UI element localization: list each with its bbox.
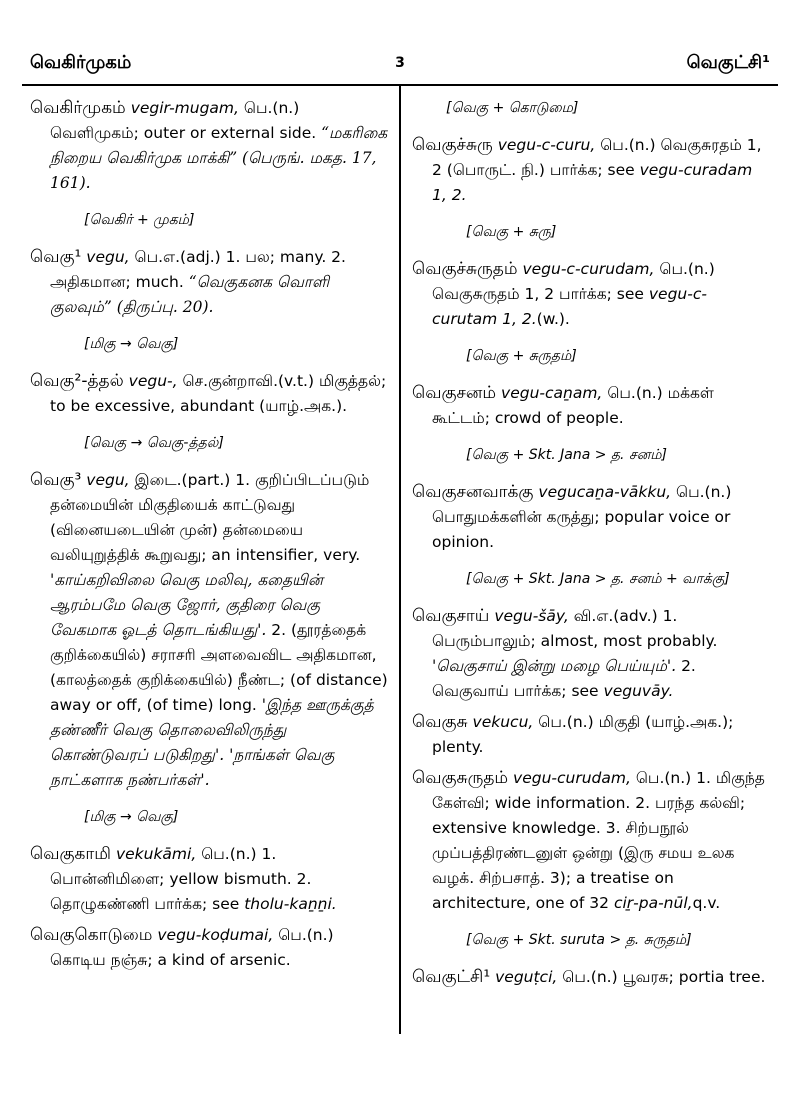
transliteration: vegu, xyxy=(86,248,130,266)
transliteration: vegucaṉa-vākku, xyxy=(538,483,672,501)
cross-reference: tholu-kaṉṉi. xyxy=(244,895,337,913)
transliteration: vekucu, xyxy=(472,713,534,731)
citation: “வெகுகனக வொளி குலவும்” (திருப்பு. 20). xyxy=(50,273,330,316)
right-column xyxy=(412,96,770,990)
transliteration: vegu-šāy, xyxy=(494,607,569,625)
etymology: [வெகு → வெகு-த்தல்] xyxy=(84,435,224,451)
headword: வெகு¹ xyxy=(30,247,82,267)
definition: 1. பல; many. 2. அதிகமான; much. xyxy=(50,248,346,291)
dictionary-entry xyxy=(412,133,770,245)
part-of-speech: பெ.(n.) xyxy=(676,483,732,501)
definition-sense-2: 2. (தூரத்தைக் குறிக்கையில்) சராசரி அளவைவிட அதிகமான, (காலத்தைக் குறிக்கையில்) நீண்ட; (of distance) away or off, (of time) long. xyxy=(50,621,388,714)
definition: 1. பெரும்பாலும்; almost, most probably. xyxy=(432,607,718,650)
headword: வெகுகொடுமை xyxy=(30,925,153,945)
part-of-speech: பெ.(n.) xyxy=(201,845,257,863)
part-of-speech: பெ.(n.) xyxy=(243,99,300,117)
etymology: [மிகு → வெகு] xyxy=(84,336,179,352)
citation: 'வெகுசாய் இன்று மழை பெய்யும்'. xyxy=(432,657,677,675)
etymology: [வெகு + Skt. Jana > த. சனம்] xyxy=(466,447,667,463)
column-divider xyxy=(399,84,401,1034)
part-of-speech: பெ.(n.) xyxy=(562,968,618,986)
transliteration: vegu-koḍumai, xyxy=(157,926,274,944)
header-left-guideword: வெகிர்முகம் xyxy=(30,52,132,73)
definition: வெகுசுரதம் 1, 2 (பொருட். நி.) பார்க்க; see xyxy=(432,136,762,179)
part-of-speech: வி.எ.(adv.) xyxy=(573,607,658,625)
part-of-speech: பெ.(n.) xyxy=(600,136,656,154)
headword: வெகுசுருதம் xyxy=(412,768,509,788)
dictionary-entry xyxy=(30,245,388,357)
dictionary-entry xyxy=(412,381,770,468)
definition: வெளிமுகம்; outer or external side. xyxy=(50,124,317,142)
definition: மிகுதி (யாழ்.அக.); plenty. xyxy=(432,713,734,756)
etymology: [வெகு + கொடுமை] xyxy=(446,100,579,116)
header-right-guideword: வெகுட்சி¹ xyxy=(686,52,770,73)
etymology: [வெகு + சுருதம்] xyxy=(466,348,577,364)
part-of-speech: செ.குன்றாவி.(v.t.) xyxy=(182,372,314,390)
part-of-speech: இடை.(part.) xyxy=(134,471,231,489)
transliteration: vegir-mugam, xyxy=(130,99,239,117)
cross-reference: ciṟ-pa-nūl, xyxy=(613,894,693,912)
definition: வெகுசுருதம் 1, 2 பார்க்க; see xyxy=(432,285,644,303)
definition-sense-2: 2. வெகுவாய் பார்க்க; see xyxy=(432,657,696,700)
definition: பூவரசு; portia tree. xyxy=(622,968,766,986)
definition: பொதுமக்களின் கருத்து; popular voice or opinion. xyxy=(432,508,731,551)
page-number: 3 xyxy=(395,55,405,71)
definition: மிகுத்தல்; to be excessive, abundant (யாழ்.அக.). xyxy=(50,372,387,415)
headword: வெகுகாமி xyxy=(30,844,111,864)
etymology: [மிகு → வெகு] xyxy=(84,809,179,825)
dictionary-entry xyxy=(30,96,388,233)
definition: கொடிய நஞ்சு; a kind of arsenic. xyxy=(50,951,291,969)
dictionary-entry xyxy=(30,369,388,456)
citation: 'காய்கறிவிலை வெகு மலிவு, கதையின் ஆரம்பமே வெகு ஜோர், குதிரை வெகு வேகமாக ஓடத் தொடங்கியது'. xyxy=(50,571,323,639)
part-of-speech: பெ.(n.) xyxy=(659,260,715,278)
dictionary-entry xyxy=(412,257,770,369)
headword: வெகுச்சுரு xyxy=(412,135,493,155)
dictionary-entry xyxy=(412,710,770,760)
etymology: [வெகு + Skt. suruta > த. சுருதம்] xyxy=(466,932,692,948)
definition: மக்கள் கூட்டம்; crowd of people. xyxy=(432,384,714,427)
cross-reference: vegu-c-curutam 1, 2. xyxy=(432,285,707,328)
citation: 'இந்த ஊருக்குத் தண்ணீர் வெகு தொலைவிலிருந்து கொண்டுவரப் படுகிறது'. 'நாங்கள் வெகு நாட்களாக நண்பர்கள்'. xyxy=(50,696,374,789)
headword: வெகுசு xyxy=(412,712,468,732)
part-of-speech: பெ.எ.(adj.) xyxy=(134,248,221,266)
qv-note: q.v. xyxy=(692,894,721,912)
transliteration: vegu-caṉam, xyxy=(501,384,603,402)
transliteration: vegu-c-curudam, xyxy=(522,260,655,278)
etymology: [வெகு + Skt. Jana > த. சனம் + வாக்கு] xyxy=(466,571,730,587)
headword: வெகுசாய் xyxy=(412,606,490,626)
headword: வெகுட்சி¹ xyxy=(412,967,491,987)
transliteration: vegu-, xyxy=(128,372,178,390)
cross-reference: veguvāy. xyxy=(603,682,674,700)
headword: வெகு³ xyxy=(30,470,82,490)
headword: வெகுசனவாக்கு xyxy=(412,482,534,502)
part-of-speech: பெ.(n.) xyxy=(538,713,594,731)
transliteration: vegu-c-curu, xyxy=(497,136,596,154)
left-column xyxy=(30,96,388,973)
headword: வெகுசனம் xyxy=(412,383,497,403)
dictionary-entry xyxy=(412,480,770,592)
headword: வெகிர்முகம் xyxy=(30,98,126,118)
dictionary-entry xyxy=(30,923,388,973)
citation: “மகரிகை நிறைய வெகிர்முக மாக்கி” (பெருங். மகத. 17, 161). xyxy=(50,124,388,192)
definition: 1. மிகுந்த கேள்வி; wide information. 2. பரந்த கல்வி; extensive knowledge. 3. சிற்பநூல் முப்பத்திரண்டனுள் ஒன்று (இரு சமய உலக வழக். சிற்பசாத். 3); a treatise on architecture, one of 32 xyxy=(432,769,765,912)
transliteration: vekukāmi, xyxy=(115,845,197,863)
transliteration: vegu, xyxy=(86,471,130,489)
headword: வெகு²-த்தல் xyxy=(30,371,124,391)
dictionary-entry xyxy=(30,842,388,917)
dictionary-entry xyxy=(412,965,770,990)
part-of-speech: பெ.(n.) xyxy=(635,769,692,787)
etymology: [வெகு + சுரு] xyxy=(466,224,557,240)
transliteration: veguṭci, xyxy=(495,968,558,986)
transliteration: vegu-curudam, xyxy=(513,769,631,787)
part-of-speech: பெ.(n.) xyxy=(278,926,334,944)
definition: 1. பொன்னிமிளை; yellow bismuth. 2. தொழுகண்ணி பார்க்க; see xyxy=(50,845,312,913)
dictionary-entry xyxy=(30,468,388,830)
dictionary-entry xyxy=(412,604,770,704)
part-of-speech: பெ.(n.) xyxy=(607,384,663,402)
definition: 1. குறிப்பிடப்படும் தன்மையின் மிகுதியைக் காட்டுவது (வினையடையின் முன்) தன்மையை வலியுறுத்திக் கூறுவது; an intensifier, very. xyxy=(50,471,370,564)
headword: வெகுச்சுருதம் xyxy=(412,259,518,279)
dictionary-entry xyxy=(412,766,770,953)
source-note: (w.). xyxy=(536,310,570,328)
etymology: [வெகிர் + முகம்] xyxy=(84,212,195,228)
cross-reference: vegu-curadam 1, 2. xyxy=(432,161,753,204)
